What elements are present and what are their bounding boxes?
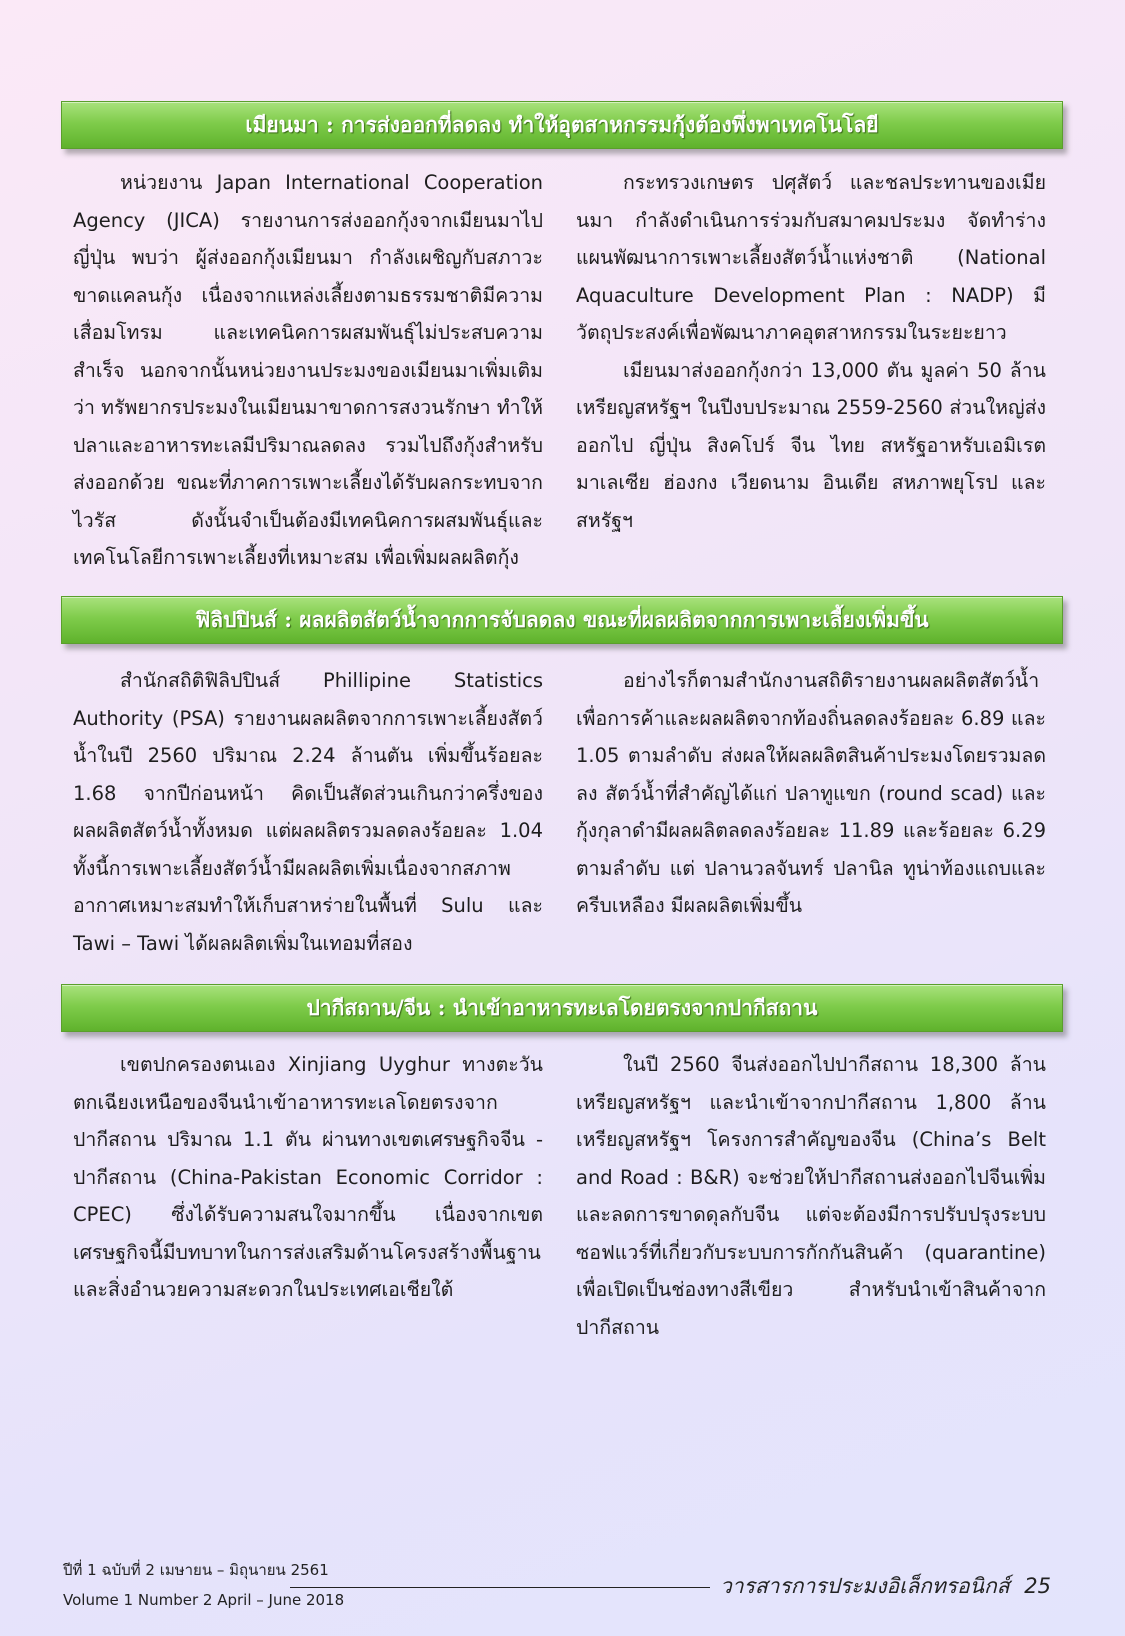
section-title: เมียนมา : การส่งออกที่ลดลง ทำให้อุตสาหกรรมกุ้งต้องพึ่งพาเทคโนโลยี: [245, 111, 879, 137]
paragraph: สำนักสถิติฟิลิปปินส์ Phillipine Statistics Authority (PSA) รายงานผลผลิตจากการเพาะเลี้ยงสัตว์น้ำในปี 2560 ปริมาณ 2.24 ล้านตัน เพิ่มขึ้นร้อยละ 1.68 จากปีก่อนหน้า คิดเป็นสัดส่วนเกินกว่าครึ่งของผลผลิตสัตว์น้ำทั้งหมด แต่ผลผลิตรวมลดลงร้อยละ 1.04 ทั้งนี้การเพาะเลี้ยงสัตว์น้ำมีผลผลิตเพิ่มเนื่องจากสภาพอากาศเหมาะสมทำให้เก็บสาหร่ายในพื้นที่ Sulu และ Tawi – Tawi ได้ผลผลิตเพิ่มในเทอมที่สอง: [73, 669, 543, 955]
paragraph: เมียนมาส่งออกกุ้งกว่า 13,000 ตัน มูลค่า 50 ล้านเหรียญสหรัฐฯ ในปีงบประมาณ 2559-2560 ส่วนใหญ่ส่งออกไป ญี่ปุ่น สิงคโปร์ จีน ไทย สหรัฐอาหรับเอมิเรต มาเลเซีย ฮ่องกง เวียดนาม อินเดีย สหภาพยุโรป และสหรัฐฯ: [576, 358, 1046, 532]
section-title: ฟิลิปปินส์ : ผลผลิตสัตว์น้ำจากการจับลดลง ขณะที่ผลผลิตจากการเพาะเลี้ยงเพิ่มขึ้น: [195, 606, 929, 632]
myanmar-right-column: [576, 164, 1046, 539]
section-header-pakistan-china: [61, 984, 1063, 1032]
footer-journal: [720, 1570, 1051, 1603]
section-header-philippines: [61, 596, 1063, 644]
footer-issue: [63, 1555, 344, 1615]
philippines-right-column: [576, 662, 1046, 925]
paragraph: ในปี 2560 จีนส่งออกไปปากีสถาน 18,300 ล้านเหรียญสหรัฐฯ และนำเข้าจากปากีสถาน 1,800 ล้านเหรียญสหรัฐฯ โครงการสำคัญของจีน (China’s Belt and Road : B&R) จะช่วยให้ปากีสถานส่งออกไปจีนเพิ่มและลดการขาดดุลกับจีน แต่จะต้องมีการปรับปรุงระบบซอฟแวร์ที่เกี่ยวกับระบบการกักกันสินค้า (quarantine) เพื่อเปิดเป็นช่องทางสีเขียว สำหรับนำเข้าสินค้าจากปากีสถาน: [576, 1053, 1046, 1339]
journal-name: วารสารการประมงอิเล็กทรอนิกส์: [720, 1574, 1010, 1598]
section-header-myanmar: [61, 101, 1063, 149]
issue-thai: ปีที่ 1 ฉบับที่ 2 เมษายน – มิถุนายน 2561: [63, 1561, 329, 1579]
myanmar-left-column: [73, 164, 543, 577]
philippines-left-column: [73, 662, 543, 962]
pakistan-left-column: [73, 1046, 543, 1309]
issue-english: Volume 1 Number 2 April – June 2018: [63, 1591, 345, 1609]
paragraph: กระทรวงเกษตร ปศุสัตว์ และชลประทานของเมียนมา กำลังดำเนินการร่วมกับสมาคมประมง จัดทำร่างแผนพัฒนาการเพาะเลี้ยงสัตว์น้ำแห่งชาติ (National Aquaculture Development Plan : NADP) มีวัตถุประสงค์เพื่อพัฒนาภาคอุตสาหกรรมในระยะยาว: [576, 171, 1046, 344]
section-title: ปากีสถาน/จีน : นำเข้าอาหารทะเลโดยตรงจากปากีสถาน: [306, 994, 818, 1020]
paragraph: เขตปกครองตนเอง Xinjiang Uyghur ทางตะวันตกเฉียงเหนือของจีนนำเข้าอาหารทะเลโดยตรงจากปากีสถาน ปริมาณ 1.1 ตัน ผ่านทางเขตเศรษฐกิจจีน - ปากีสถาน (China-Pakistan Economic Corridor : CPEC) ซึ่งได้รับความสนใจมากขึ้น เนื่องจากเขตเศรษฐกิจนี้มีบทบาทในการส่งเสริมด้านโครงสร้างพื้นฐานและสิ่งอำนวยความสะดวกในประเทศเอเชียใต้: [73, 1053, 543, 1301]
footer-divider: [290, 1587, 710, 1588]
pakistan-right-column: [576, 1046, 1046, 1346]
page-number: 25: [1024, 1574, 1051, 1598]
paragraph: อย่างไรก็ตามสำนักงานสถิติรายงานผลผลิตสัตว์น้ำเพื่อการค้าและผลผลิตจากท้องถิ่นลดลงร้อยละ 6.89 และ 1.05 ตามลำดับ ส่งผลให้ผลผลิตสินค้าประมงโดยรวมลดลง สัตว์น้ำที่สำคัญได้แก่ ปลาทูแขก (round scad) และกุ้งกุลาดำมีผลผลิตลดลงร้อยละ 11.89 และร้อยละ 6.29 ตามลำดับ แต่ ปลานวลจันทร์ ปลานิล ทูน่าท้องแถบและครีบเหลือง มีผลผลิตเพิ่มขึ้น: [576, 669, 1046, 917]
paragraph: หน่วยงาน Japan International Cooperation Agency (JICA) รายงานการส่งออกกุ้งจากเมียนมาไปญี่ปุ่น พบว่า ผู้ส่งออกกุ้งเมียนมา กำลังเผชิญกับสภาวะขาดแคลนกุ้ง เนื่องจากแหล่งเลี้ยงตามธรรมชาติมีความเสื่อมโทรม และเทคนิคการผสมพันธุ์ไม่ประสบความสำเร็จ นอกจากนั้นหน่วยงานประมงของเมียนมาเพิ่มเติมว่า ทรัพยากรประมงในเมียนมาขาดการสงวนรักษา ทำให้ปลาและอาหารทะเลมีปริมาณลดลง รวมไปถึงกุ้งสำหรับส่งออกด้วย ขณะที่ภาคการเพาะเลี้ยงได้รับผลกระทบจากไวรัส ดังนั้นจำเป็นต้องมีเทคนิคการผสมพันธุ์และเทคโนโลยีการเพาะเลี้ยงที่เหมาะสม เพื่อเพิ่มผลผลิตกุ้ง: [73, 171, 543, 569]
